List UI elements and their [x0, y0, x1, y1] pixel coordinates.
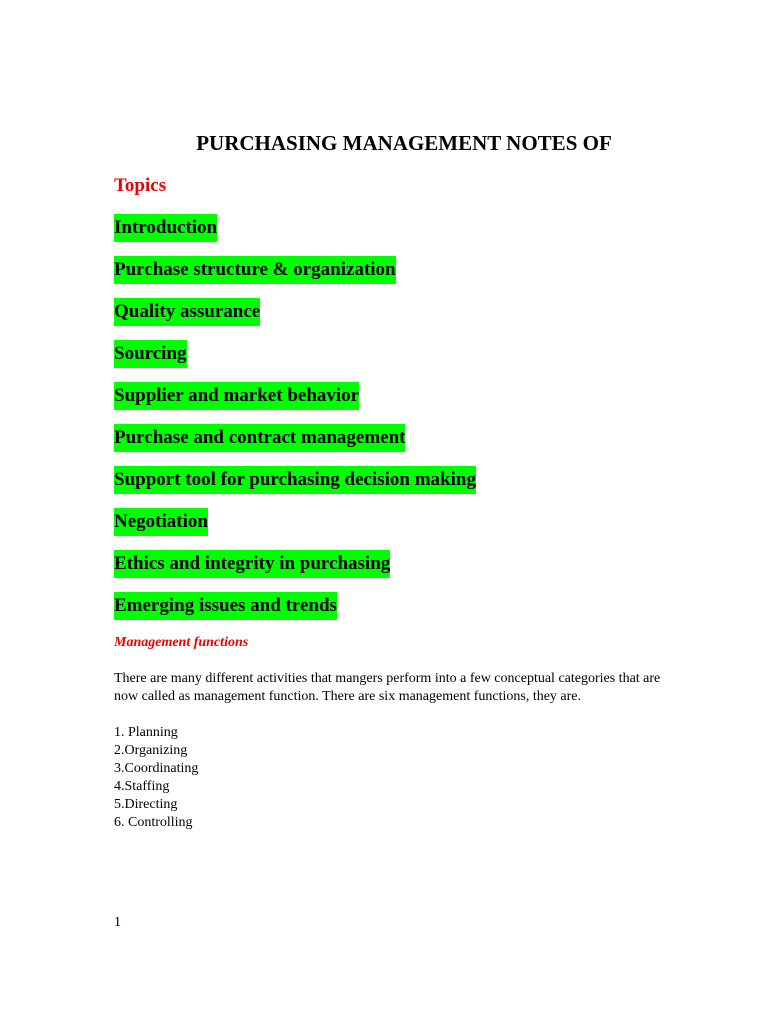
topic-item	[114, 382, 476, 424]
function-item-staffing: 4.Staffing	[114, 779, 170, 794]
section-heading-management-functions: Management functions	[114, 635, 249, 650]
topic-ethics-integrity: Ethics and integrity in purchasing	[114, 550, 390, 578]
topic-introduction: Introduction	[114, 214, 217, 242]
topic-item	[114, 550, 476, 592]
topic-emerging-issues: Emerging issues and trends	[114, 592, 337, 620]
function-item-organizing: 2.Organizing	[114, 743, 188, 758]
topic-negotiation: Negotiation	[114, 508, 208, 536]
topic-item	[114, 424, 476, 466]
topic-item	[114, 298, 476, 340]
function-item-planning: 1. Planning	[114, 725, 178, 740]
page-number: 1	[114, 915, 121, 930]
topic-item	[114, 214, 476, 256]
topic-sourcing: Sourcing	[114, 340, 187, 368]
topic-item	[114, 592, 476, 634]
topics-heading: Topics	[114, 175, 167, 196]
topic-list	[114, 214, 476, 634]
topic-item	[114, 340, 476, 382]
topic-purchase-structure: Purchase structure & organization	[114, 256, 396, 284]
topic-purchase-contract-management: Purchase and contract management	[114, 424, 405, 452]
function-item-controlling: 6. Controlling	[114, 815, 193, 830]
topic-item	[114, 466, 476, 508]
page-title: PURCHASING MANAGEMENT NOTES OF	[196, 131, 612, 155]
topic-item	[114, 256, 476, 298]
management-functions-list	[114, 724, 198, 832]
topic-support-tool: Support tool for purchasing decision making	[114, 466, 476, 494]
topic-quality-assurance: Quality assurance	[114, 298, 260, 326]
topic-supplier-market-behavior: Supplier and market behavior	[114, 382, 359, 410]
body-paragraph: There are many different activities that mangers perform into a few conceptual categories that are now called as management function. There are six management functions, they are.	[114, 671, 661, 704]
topic-item	[114, 508, 476, 550]
function-item-directing: 5.Directing	[114, 797, 178, 812]
function-item-coordinating: 3.Coordinating	[114, 761, 199, 776]
